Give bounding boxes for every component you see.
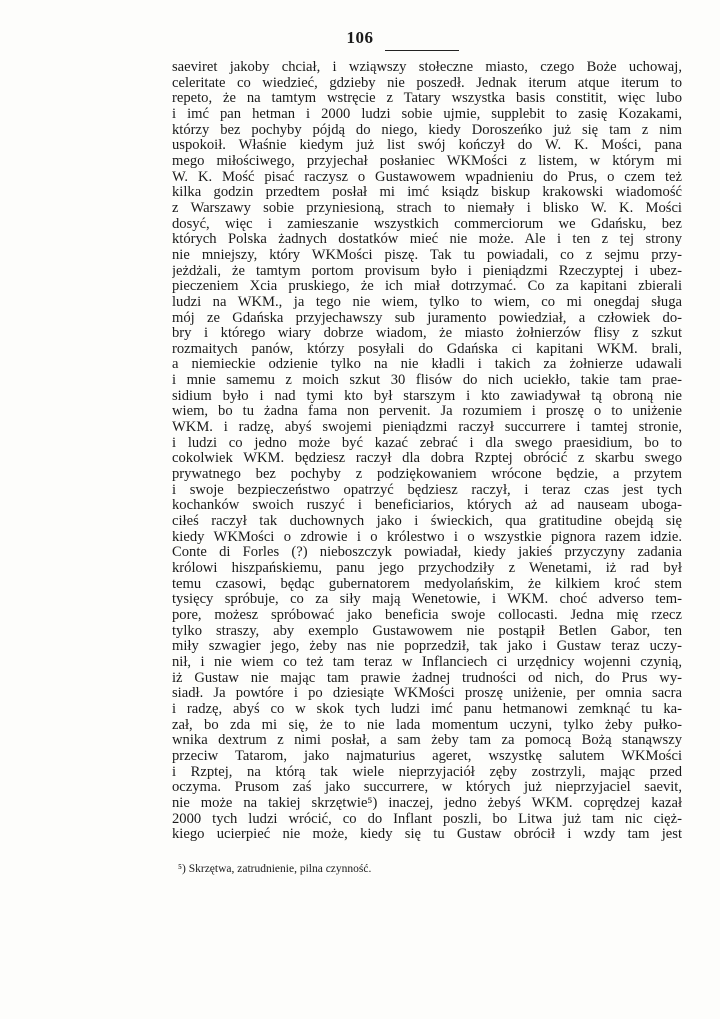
text-line: nił, i nie wiem co też tam teraz w Inflanciech ci urzędnicy wojenni czynią, (172, 654, 682, 670)
text-line: kilka godzin przedtem posłał mi imć ksiądz biskup krakowski wiadomość (172, 185, 682, 201)
text-line: nie mniejszy, który WKMości piszę. Tak tu powiadali, co z sejmu przy- (172, 247, 682, 263)
text-line: i swoje bezpieczeństwo opatrzyć będziesz raczył, i teraz czas jest tych (172, 482, 682, 498)
text-line: dosyć, więc i zamieszanie wszystkich commerciorum we Gdańsku, bez (172, 216, 682, 232)
text-line: wiem, bo tu żadna fama non pervenit. Ja rozumiem i proszę o to uniżenie (172, 404, 682, 420)
text-line: W. K. Mość pisać raczysz o Gustawowem wpadnieniu do Prus, o czem też (172, 169, 682, 185)
text-line: pore, możesz spróbować jako beneficia swoje collocasti. Jedna mię rzecz (172, 607, 682, 623)
footnote: ⁵) Skrzętwa, zatrudnienie, pilna czynność. (178, 863, 372, 875)
page-number: 106 (346, 28, 374, 47)
text-line: kiego ucierpieć nie może, kiedy się tu Gustaw obrócił i wzdy tam jest (172, 827, 682, 843)
text-line: mój ze Gdańska przyjechawszy sub juramento powiedział, a człowiek do- (172, 310, 682, 326)
text-line: cokolwiek WKM. będziesz raczył dla dobra Rzptej obrócić z skarbu swego (172, 451, 682, 467)
text-line: oczyma. Prusom zaś jako succurrere, w których już nieprzyjaciel saevit, (172, 780, 682, 796)
text-line: tysięcy spróbuje, co za siły mają Wenetowie, i WKM. choć adverso tem- (172, 592, 682, 608)
text-line: prywatnego bez pochyby z podziękowaniem wrócone będzie, a przytem (172, 467, 682, 483)
text-line: sidium było i nad tymi kto był starszym i kto zawiadywał tą obroną nie (172, 388, 682, 404)
text-line: z Warszawy sobie przyniesioną, strach to niemały i blisko W. K. Mości (172, 200, 682, 216)
text-line: WKM. i radzę, abyś swojemi pieniądzmi raczył succurrere i tamtej stronie, (172, 420, 682, 436)
text-line: królowi hiszpańskiemu, panu jego przychodziły z Wenetami, iż rad był (172, 561, 682, 576)
text-line: rozmaitych panów, którzy posyłali do Gdańska ci kapitani WKM. brali, (172, 341, 682, 357)
text-line: ludzi na WKM., ja tego nie wiem, tylko to wiem, co mi onegdaj sługa (172, 294, 682, 310)
text-line: jeżdżali, że tamtym portom provisum było i pieniądzmi Rzeczyptej i ubez- (172, 263, 682, 279)
text-line: temu czasowi, będąc gubernatorem medyolańskim, że kilkiem kroć stem (172, 576, 682, 592)
text-line: i radzę, abyś co w skok tych ludzi imć panu hetmanowi zemknąć tu ka- (172, 701, 682, 717)
text-line: zał, bo zda mi się, że to nie lada momentum uczyni, tylko żeby pułko- (172, 717, 682, 733)
text-line: miły szwagier jego, żeby nas nie poprzedził, tak jako i Gustaw teraz uczy- (172, 639, 682, 655)
text-line: nie może na takiej skrzętwie⁵) inaczej, jedno żebyś WKM. coprędzej kazał (172, 795, 682, 811)
text-line: i ludzi co jedno może być kazać zebrać i dla swego praesidium, bo to (172, 435, 682, 451)
text-line: celeritate co wiedzieć, gdzieby nie poszedł. Jednak iterum atque iterum to (172, 75, 682, 91)
text-line: kochanków swoich ruszyć i beneficiarios, których aż ad nauseam uboga- (172, 498, 682, 514)
text-line: tylko straszy, aby exemplo Gustawowem nie postąpił Betlen Gabor, ten (172, 623, 682, 639)
text-line: kiedy WKMości o zdrowie i o królestwo i o wszystkie pignora razem idzie. (172, 529, 682, 545)
text-line: i Rzptej, na którą tak wiele nieprzyjaciół zęby zostrzyli, mając przed (172, 764, 682, 780)
text-line: 2000 tych ludzi wrócić, co do Inflant poszli, bo Litwa już tam nic cięż- (172, 811, 682, 827)
text-line: którzy bez pochyby pójdą do niego, kiedy Doroszeńko już się tam z nim (172, 122, 682, 138)
text-line: Conte di Forles (?) nieboszczyk powiadał, kiedy jakieś przyczyny zadania (172, 545, 682, 561)
text-line: iż Gustaw nie mając tam prawie żadnej trudności od nich, do Prus wy- (172, 670, 682, 686)
text-line: a niemieckie odzienie tylko na nie kładli i takich za żołnierze udawali (172, 357, 682, 373)
text-line: pieczeniem Xcia pruskiego, że ich miał dotrzymać. Co za kapitani zbierali (172, 279, 682, 295)
body-text (172, 60, 682, 843)
text-line: ciłeś raczył tak duchownych jako i świeckich, qua gratitudine obejdą się (172, 514, 682, 530)
text-line: i mnie samemu z moich szkut 30 flisów do nich uciekło, takie tam prae- (172, 373, 682, 389)
text-line: których Polska żadnych dostatków mieć nie może. Ale i ten z tej strony (172, 232, 682, 248)
text-line: i imć pan hetman i 2000 ludzi sobie ujmie, supplebit to zasię Kozakami, (172, 106, 682, 122)
text-line: repeto, że na tamtym wstręcie z Tatary wszystka basis constitit, więc lubo (172, 91, 682, 107)
text-line: przeciw Tatarom, jako najmaturius ageret, wszystkę salutem WKMości (172, 748, 682, 764)
text-line: bry i którego wiary dobrze wiadom, że miasto żołnierzów flisy z szkut (172, 326, 682, 342)
text-line: wnika dextrum z nimi posłał, a sam żeby tam za pomocą Bożą stanąwszy (172, 733, 682, 749)
text-line: uspokoił. Właśnie kiedym już list swój kończył do W. K. Mości, pana (172, 138, 682, 154)
header-rule (385, 50, 459, 51)
text-line: siadł. Ja powtóre i po dziesiąte WKMości proszę uniżenie, per omnia sacra (172, 686, 682, 702)
text-line: mego miłościwego, przyjechał posłaniec WKMości z listem, w którym mi (172, 153, 682, 169)
text-line: saeviret jakoby chciał, i wziąwszy stołeczne miasto, czego Boże uchowaj, (172, 60, 682, 75)
